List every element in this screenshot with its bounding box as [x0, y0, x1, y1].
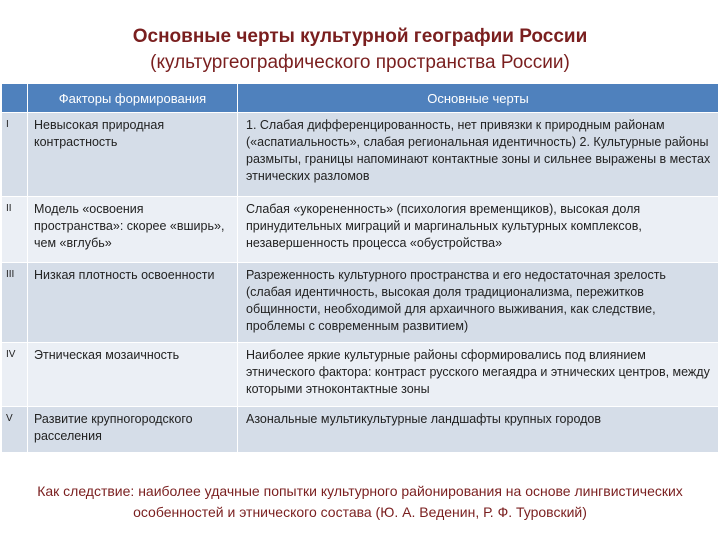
- row-factor: Развитие крупногородского расселения: [28, 407, 238, 453]
- row-number: V: [2, 407, 28, 453]
- row-features: Азональные мультикультурные ландшафты крупных городов: [238, 407, 719, 453]
- table-row: [2, 263, 719, 343]
- page-title: [0, 24, 720, 76]
- table-header-row: [2, 84, 719, 113]
- row-factor: Этническая мозаичность: [28, 343, 238, 407]
- row-number: III: [2, 263, 28, 343]
- table-row: [2, 407, 719, 453]
- row-number: II: [2, 197, 28, 263]
- row-factor: Низкая плотность освоенности: [28, 263, 238, 343]
- table-row: [2, 197, 719, 263]
- row-number: IV: [2, 343, 28, 407]
- table-row: [2, 113, 719, 197]
- header-num: [2, 84, 28, 113]
- conclusion-text: Как следствие: наиболее удачные попытки культурного районирования на основе лингвистических особенностей и этнического состава (Ю. А. Веденин, Р. Ф. Туровский): [37, 483, 683, 520]
- row-factor: Модель «освоения пространства»: скорее «вширь», чем «вглубь»: [28, 197, 238, 263]
- table-row: [2, 343, 719, 407]
- row-features: Слабая «укорененность» (психология временщиков), высокая доля принудительных миграций и маргинальных культурных комплексов, незавершенность процесса «обустройства»: [238, 197, 719, 263]
- row-factor: Невысокая природная контрастность: [28, 113, 238, 197]
- row-features: Разреженность культурного пространства и его недостаточная зрелость (слабая идентичность, высокая доля традиционализма, пережитков общинности, необходимой для архаичного выживания, как следствие, проблемы с современным развитием): [238, 263, 719, 343]
- title-line-2: (культургеографического пространства России): [150, 52, 570, 73]
- row-number: I: [2, 113, 28, 197]
- row-features: Наиболее яркие культурные районы сформировались под влиянием этнического фактора: контраст русского мегаядра и этнических центров, между которыми этноконтактные зоны: [238, 343, 719, 407]
- header-factors: Факторы формирования: [28, 84, 238, 113]
- header-features: Основные черты: [238, 84, 719, 113]
- features-table: [1, 83, 719, 453]
- row-features: 1. Слабая дифференцированность, нет привязки к природным районам («аспатиальность», слабая региональная идентичность) 2. Культурные районы размыты, границы напоминают контактные зоны и сильнее выражены в местах этнических разломов: [238, 113, 719, 197]
- title-line-1: Основные черты культурной географии России: [132, 26, 588, 47]
